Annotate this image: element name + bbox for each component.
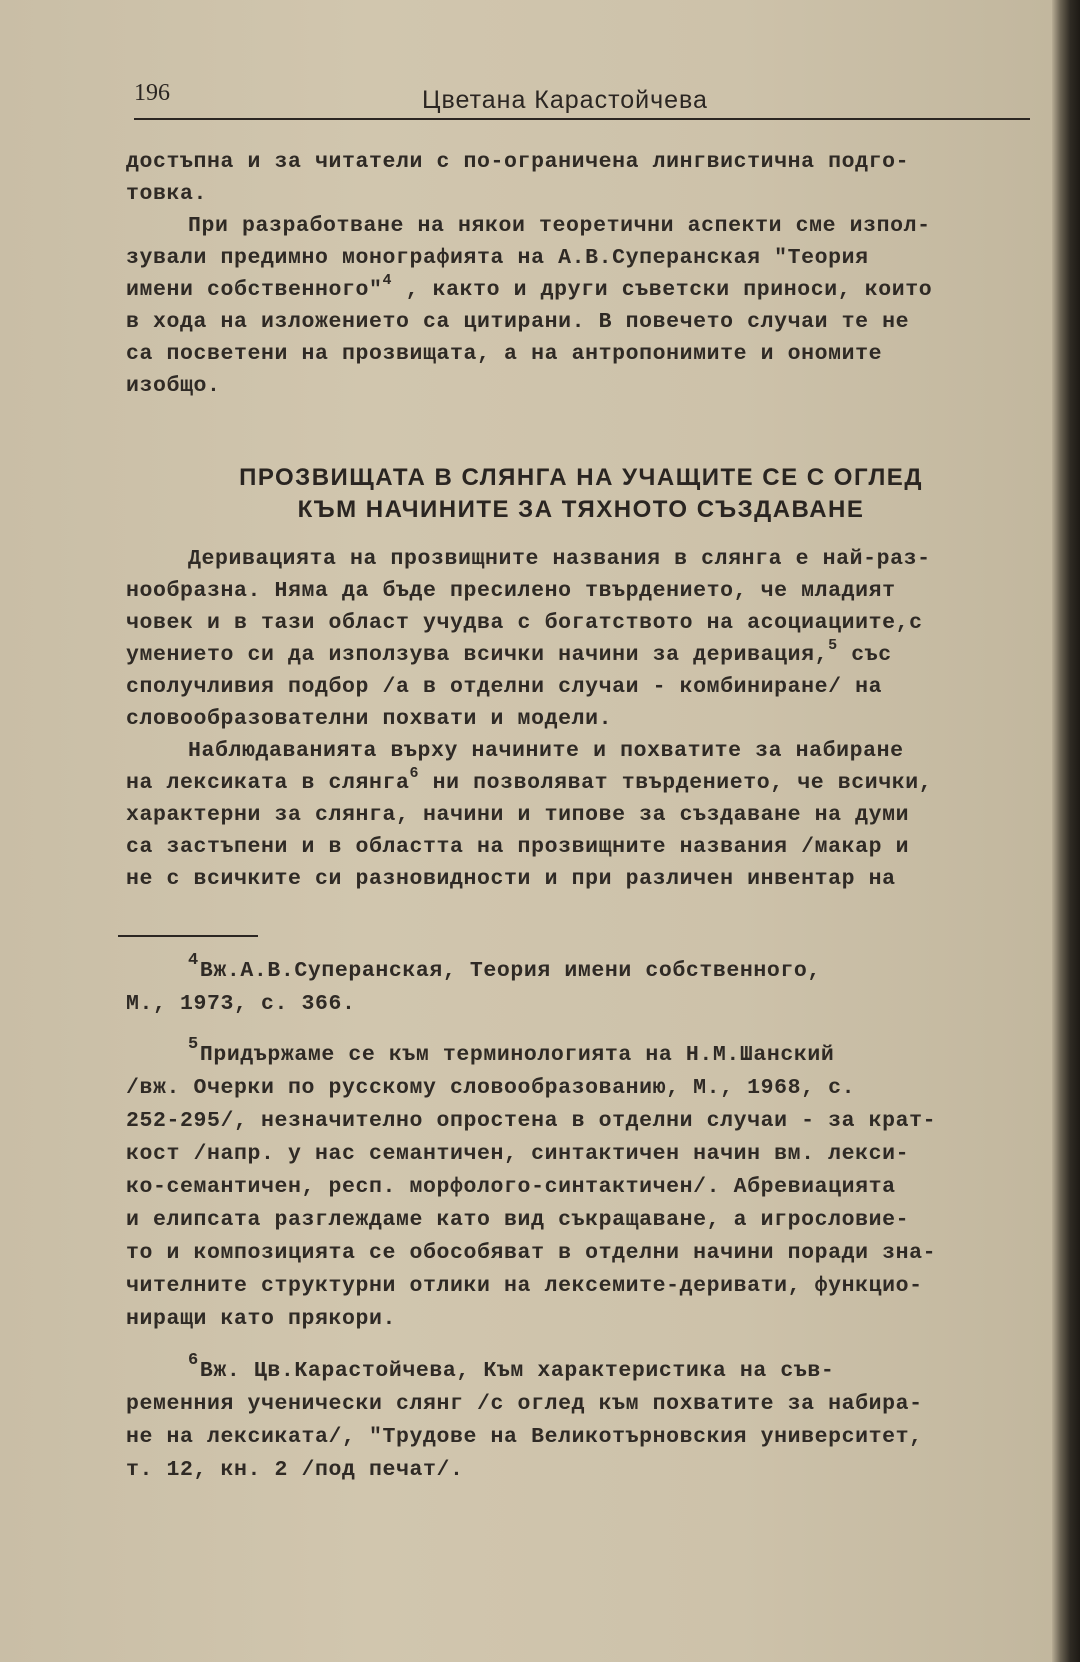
text-line: не на лексиката/, "Трудове на Великотърновския университет, [126,1425,923,1449]
footnote-number: 4 [188,951,199,970]
footnote-rule [118,935,258,937]
text-line [126,1351,1036,1388]
footnote-number: 6 [188,1351,199,1370]
text-line: Наблюдаванията върху начините и похватите за набиране [188,739,904,763]
text-line: словообразователни похвати и модели. [126,707,613,731]
text-fragment: ни позволяват твърдението, че всички, [419,771,933,795]
page-number: 196 [134,80,170,106]
footnote-4 [126,951,1036,1021]
running-head-author: Цветана Карастойчева [422,86,708,114]
text-line: /вж. Очерки по русскому словообразованию, М., 1968, с. [126,1076,856,1100]
footnote-6 [126,1351,1036,1487]
text-fragment: имени собственного" [126,278,383,302]
text-fragment: Вж. Цв.Карастойчева, Към характеристика на съв- [199,1359,835,1383]
text-fragment: Придържаме се към терминологията на Н.М.Шанский [199,1043,835,1067]
text-line: кост /напр. у нас семантичен, синтактичен начин вм. лекси- [126,1142,910,1166]
intro-text [126,146,1036,402]
text-fragment: , както и други съветски приноси, които [392,278,933,302]
text-line: са застъпени и в областта на прозвищните названия /макар и [126,835,910,859]
text-line: зували предимно монографията на А.В.Суперанская "Теория [126,246,869,270]
text-line: в хода на изложението са цитирани. В повечето случаи те не [126,310,910,334]
text-line: чителните структурни отлики на лексемите-деривати, функцио- [126,1274,923,1298]
text-line: сполучливия подбор /а в отделни случаи - комбиниране/ на [126,675,883,699]
body-text [126,543,1036,895]
text-line [126,274,1036,306]
heading-line: ПРОЗВИЩАТА В СЛЯНГА НА УЧАЩИТЕ СЕ С ОГЛЕД [239,464,923,491]
section-heading [126,462,1036,526]
text-line: и елипсата разглеждаме като вид съкращаване, а игрословие- [126,1208,910,1232]
footnote-reference-4: 4 [382,272,393,289]
text-line: то и композицията се обособяват в отделни начини поради зна- [126,1241,937,1265]
text-fragment: със [837,643,892,667]
footnote-reference-6: 6 [409,765,420,782]
footnote-reference-5: 5 [828,637,838,654]
text-line [126,951,1036,988]
text-line: нообразна. Няма да бъде пресилено твърдението, че младият [126,579,896,603]
text-line: човек и в тази област учудва с богатството на асоциациите,с [126,611,923,635]
text-line: изобщо. [126,374,221,398]
text-line: ко-семантичен, респ. морфолого-синтактичен/. Абревиацията [126,1175,896,1199]
text-line: ниращи като прякори. [126,1307,397,1331]
footnote-number: 5 [188,1035,199,1054]
text-line [126,1035,1036,1072]
text-line: ременния ученически слянг /с оглед към похватите за набира- [126,1392,923,1416]
text-line: М., 1973, с. 366. [126,992,356,1016]
text-fragment: Вж.А.В.Суперанская, Теория имени собственного, [199,959,821,983]
heading-line: КЪМ НАЧИНИТЕ ЗА ТЯХНОТО СЪЗДАВАНЕ [297,496,865,523]
header-rule [134,118,1030,120]
text-fragment: на лексиката в слянга [126,771,410,795]
text-line: характерни за слянга, начини и типове за създаване на думи [126,803,910,827]
text-fragment: умението си да използува всички начини за деривация, [126,643,829,667]
text-line: товка. [126,182,208,206]
text-line: не с всичките си разновидности и при различен инвентар на [126,867,896,891]
text-line [126,767,1036,799]
page-header [134,80,1030,120]
text-line: т. 12, кн. 2 /под печат/. [126,1458,464,1482]
book-spine-shadow [1052,0,1080,1662]
footnote-5 [126,1035,1036,1336]
text-line [126,639,1036,671]
text-line: При разработване на някои теоретични аспекти сме изпол- [188,214,931,238]
text-line: Деривацията на прозвищните названия в слянга е най-раз- [188,547,931,571]
text-line: са посветени на прозвищата, а на антропонимите и ономите [126,342,883,366]
text-line: 252-295/, незначително опростена в отделни случаи - за крат- [126,1109,937,1133]
text-line: достъпна и за читатели с по-ограничена лингвистична подго- [126,150,910,174]
